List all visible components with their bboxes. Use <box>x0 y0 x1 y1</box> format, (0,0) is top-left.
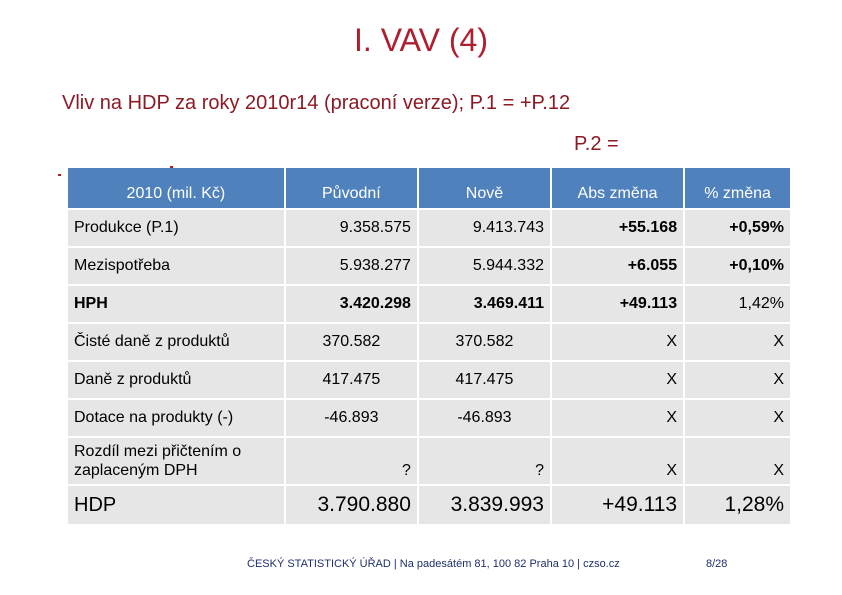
cell-pct-change: 1,42% <box>685 286 790 322</box>
slide-subtitle: Vliv na HDP za roky 2010r14 (praconí verze); P.1 = +P.12 <box>62 92 571 114</box>
cell-new: ? <box>419 438 550 484</box>
table-row <box>68 286 790 322</box>
row-label: Daně z produktů <box>68 362 284 398</box>
cell-abs-change: X <box>552 400 683 436</box>
cell-pct-change: +0,59% <box>685 210 790 246</box>
cell-new: 417.475 <box>419 362 550 398</box>
table-row <box>68 210 790 246</box>
cell-original: 5.938.277 <box>286 248 417 284</box>
header-pct-change: % změna <box>685 168 790 208</box>
header-new: Nově <box>419 168 550 208</box>
row-label: HDP <box>68 486 284 524</box>
cell-pct-change: 1,28% <box>685 486 790 524</box>
cell-original: -46.893 <box>286 400 417 436</box>
header-year: 2010 (mil. Kč) <box>68 168 284 208</box>
footer-text: ČESKÝ STATISTICKÝ ÚŘAD | Na padesátém 81, 100 82 Praha 10 | czso.cz <box>247 558 620 570</box>
table-row <box>68 400 790 436</box>
cell-original: 3.790.880 <box>286 486 417 524</box>
cell-new: 9.413.743 <box>419 210 550 246</box>
cell-pct-change: +0,10% <box>685 248 790 284</box>
cell-abs-change: X <box>552 438 683 484</box>
row-label: Rozdíl mezi přičtením o zaplaceným DPH <box>68 438 284 484</box>
table-row <box>68 362 790 398</box>
header-original: Původní <box>286 168 417 208</box>
cell-new: 3.469.411 <box>419 286 550 322</box>
header-abs-change: Abs změna <box>552 168 683 208</box>
page-number: 8/28 <box>706 558 728 570</box>
cell-new: 3.839.993 <box>419 486 550 524</box>
table-header-row <box>68 168 790 208</box>
cell-abs-change: +6.055 <box>552 248 683 284</box>
cell-original: 3.420.298 <box>286 286 417 322</box>
table-row <box>68 486 790 524</box>
cell-pct-change: X <box>685 400 790 436</box>
cell-abs-change: X <box>552 362 683 398</box>
table-row <box>68 438 790 484</box>
cell-new: -46.893 <box>419 400 550 436</box>
row-label: Čisté daně z produktů <box>68 324 284 360</box>
row-label: HPH <box>68 286 284 322</box>
cell-new: 370.582 <box>419 324 550 360</box>
cell-original: ? <box>286 438 417 484</box>
table-row <box>68 324 790 360</box>
cell-abs-change: +55.168 <box>552 210 683 246</box>
gdp-impact-table <box>66 166 792 526</box>
row-label: Produkce (P.1) <box>68 210 284 246</box>
row-label: Mezispotřeba <box>68 248 284 284</box>
cell-original: 417.475 <box>286 362 417 398</box>
slide-title: I. VAV (4) <box>354 22 488 58</box>
cell-pct-change: X <box>685 324 790 360</box>
cell-abs-change: +49.113 <box>552 286 683 322</box>
cell-abs-change: X <box>552 324 683 360</box>
row-label: Dotace na produkty (-) <box>68 400 284 436</box>
table-row <box>68 248 790 284</box>
cell-original: 370.582 <box>286 324 417 360</box>
slide-subtitle-continuation: P.2 = <box>574 133 619 155</box>
cell-original: 9.358.575 <box>286 210 417 246</box>
cell-new: 5.944.332 <box>419 248 550 284</box>
cell-pct-change: X <box>685 438 790 484</box>
cell-pct-change: X <box>685 362 790 398</box>
cell-abs-change: +49.113 <box>552 486 683 524</box>
